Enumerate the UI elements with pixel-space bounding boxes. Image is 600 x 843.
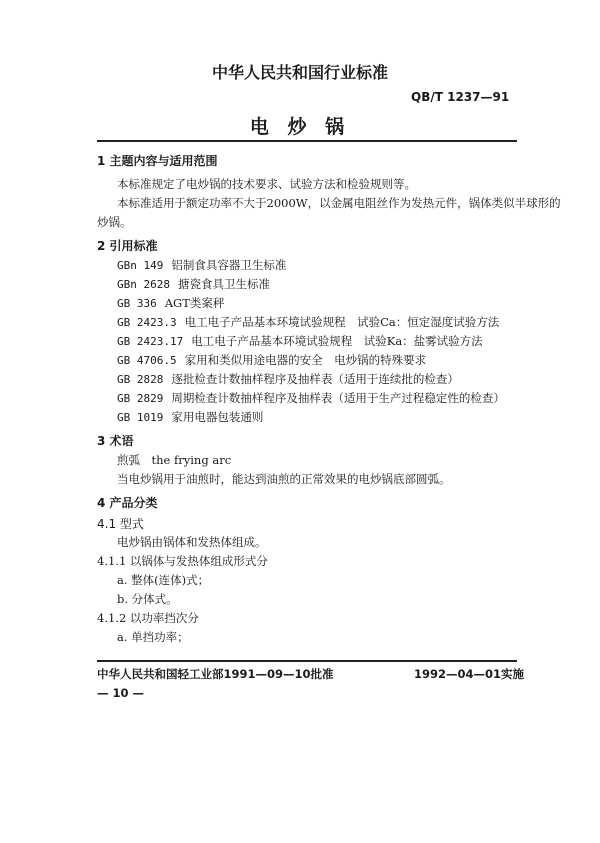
issuing-organization: 中华人民共和国行业标准 xyxy=(211,63,388,82)
reference-title: AGT类案秤 xyxy=(164,296,225,310)
footer-divider xyxy=(97,660,517,662)
reference-code: GB 1019 xyxy=(117,411,164,424)
header-divider xyxy=(97,140,517,142)
reference-title: 家用和类似用途电器的安全 电炒锅的特殊要求 xyxy=(184,353,427,367)
section-1-para-2-cont: 炒锅。 xyxy=(97,215,132,229)
reference-title: 电工电子产品基本环境试验规程 试验Ka：盐雾试验方法 xyxy=(191,334,483,348)
section-1-para-1: 本标准规定了电炒锅的技术要求、试验方法和检验规则等。 xyxy=(117,177,416,191)
section-1-heading: 1 主题内容与适用范围 xyxy=(97,154,218,168)
reference-code: GBn 2628 xyxy=(117,278,170,291)
reference-title: 搪瓷食具卫生标准 xyxy=(177,277,270,291)
reference-code: GB 2829 xyxy=(117,392,164,405)
reference-item xyxy=(117,276,270,292)
reference-code: GB 4706.5 xyxy=(117,354,177,367)
reference-code: GB 2423.17 xyxy=(117,335,184,348)
section-4-heading: 4 产品分类 xyxy=(97,496,158,510)
standard-code: QB/T 1237—91 xyxy=(411,90,510,104)
section-2-heading: 2 引用标准 xyxy=(97,239,158,253)
section-4-1-1-heading: 4.1.1 以锅体与发热体组成形式分 xyxy=(97,554,268,568)
page-number: — 10 — xyxy=(97,686,145,700)
reference-code: GB 336 xyxy=(117,297,157,310)
reference-item xyxy=(117,371,459,387)
reference-item xyxy=(117,333,483,349)
reference-code: GBn 149 xyxy=(117,259,164,272)
reference-item xyxy=(117,257,286,273)
list-item: b. 分体式。 xyxy=(117,592,178,606)
section-3-heading: 3 术语 xyxy=(97,434,134,448)
reference-item xyxy=(117,295,224,311)
reference-title: 家用电器包装通则 xyxy=(171,410,264,424)
reference-title: 逐批检查计数抽样程序及抽样表（适用于连续批的检查） xyxy=(171,372,459,386)
term-definition: 当电炒锅用于油煎时，能达到油煎的正常效果的电炒锅底部圆弧。 xyxy=(117,472,451,486)
reference-item xyxy=(117,314,499,330)
reference-item xyxy=(117,409,263,425)
reference-code: GB 2828 xyxy=(117,373,164,386)
list-item: a. 整体(连体)式； xyxy=(117,573,210,587)
reference-title: 周期检查计数抽样程序及抽样表（适用于生产过程稳定性的检查） xyxy=(171,391,505,405)
reference-title: 铝制食具容器卫生标准 xyxy=(171,258,287,272)
section-4-1-text: 电炒锅由锅体和发热体组成。 xyxy=(117,535,267,549)
section-4-1-heading: 4.1 型式 xyxy=(97,517,144,531)
reference-item xyxy=(117,352,426,368)
list-item: a. 单挡功率； xyxy=(117,630,189,644)
approval-date: 中华人民共和国轻工业部1991—09—10批准 xyxy=(97,667,334,681)
implementation-date: 1992—04—01实施 xyxy=(414,667,525,681)
reference-item xyxy=(117,390,505,406)
document-title: 电 炒 锅 xyxy=(249,116,351,138)
section-4-1-2-heading: 4.1.2 以功率挡次分 xyxy=(97,611,199,625)
section-1-para-2: 本标准适用于额定功率不大于2000W，以金属电阻丝作为发热元件，锅体类似半球形的 xyxy=(117,196,561,210)
term-entry: 煎弧 the frying arc xyxy=(117,453,232,467)
reference-title: 电工电子产品基本环境试验规程 试验Ca：恒定湿度试验方法 xyxy=(184,315,500,329)
reference-code: GB 2423.3 xyxy=(117,316,177,329)
